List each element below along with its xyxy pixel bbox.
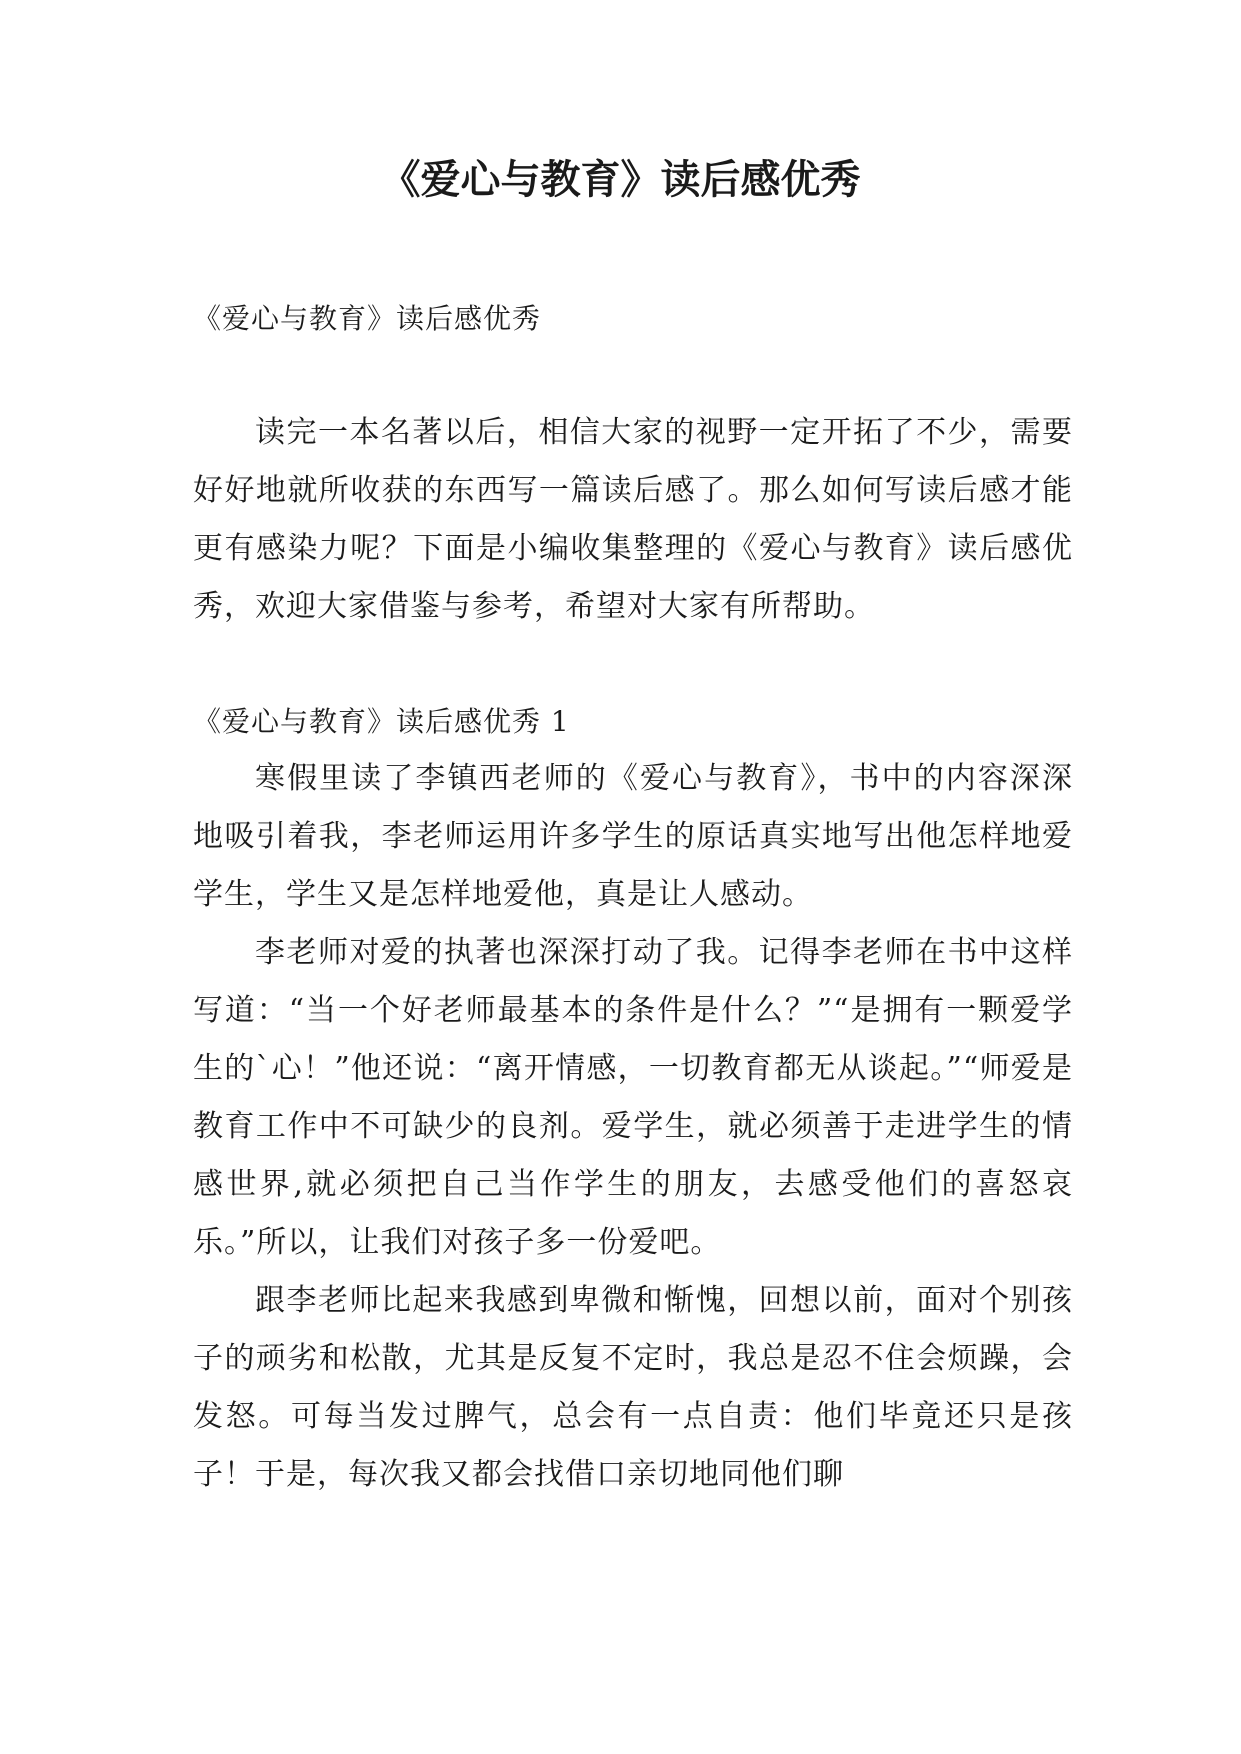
document-subtitle: 《爱心与教育》读后感优秀 bbox=[193, 302, 542, 335]
body-paragraph: 李老师对爱的执著也深深打动了我。记得李老师在书中这样写道：“当一个好老师最基本的条件是什么？”“是拥有一颗爱学生的`心！”他还说：“离开情感，一切教育都无从谈起。”“师爱是教育工作中不可缺少的良剂。爱学生，就必须善于走进学生的情感世界,就必须把自己当作学生的朋友，去感受他们的喜怒哀乐。”所以，让我们对孩子多一份爱吧。 bbox=[193, 935, 1073, 1260]
body-paragraph: 寒假里读了李镇西老师的《爱心与教育》，书中的内容深深地吸引着我，李老师运用许多学生的原话真实地写出他怎样地爱学生，学生又是怎样地爱他，真是让人感动。 bbox=[193, 761, 1073, 912]
section-heading: 《爱心与教育》读后感优秀 1 bbox=[193, 705, 570, 738]
document-title: 《爱心与教育》读后感优秀 bbox=[380, 157, 861, 203]
document-body bbox=[193, 290, 1073, 1504]
intro-paragraph: 读完一本名著以后，相信大家的视野一定开拓了不少，需要好好地就所收获的东西写一篇读后感了。那么如何写读后感才能更有感染力呢？下面是小编收集整理的《爱心与教育》读后感优秀，欢迎大家借鉴与参考，希望对大家有所帮助。 bbox=[193, 415, 1073, 624]
body-paragraph: 跟李老师比起来我感到卑微和惭愧，回想以前，面对个别孩子的顽劣和松散，尤其是反复不定时，我总是忍不住会烦躁，会发怒。可每当发过脾气，总会有一点自责：他们毕竟还只是孩子！于是，每次我又都会找借口亲切地同他们聊 bbox=[193, 1283, 1073, 1492]
